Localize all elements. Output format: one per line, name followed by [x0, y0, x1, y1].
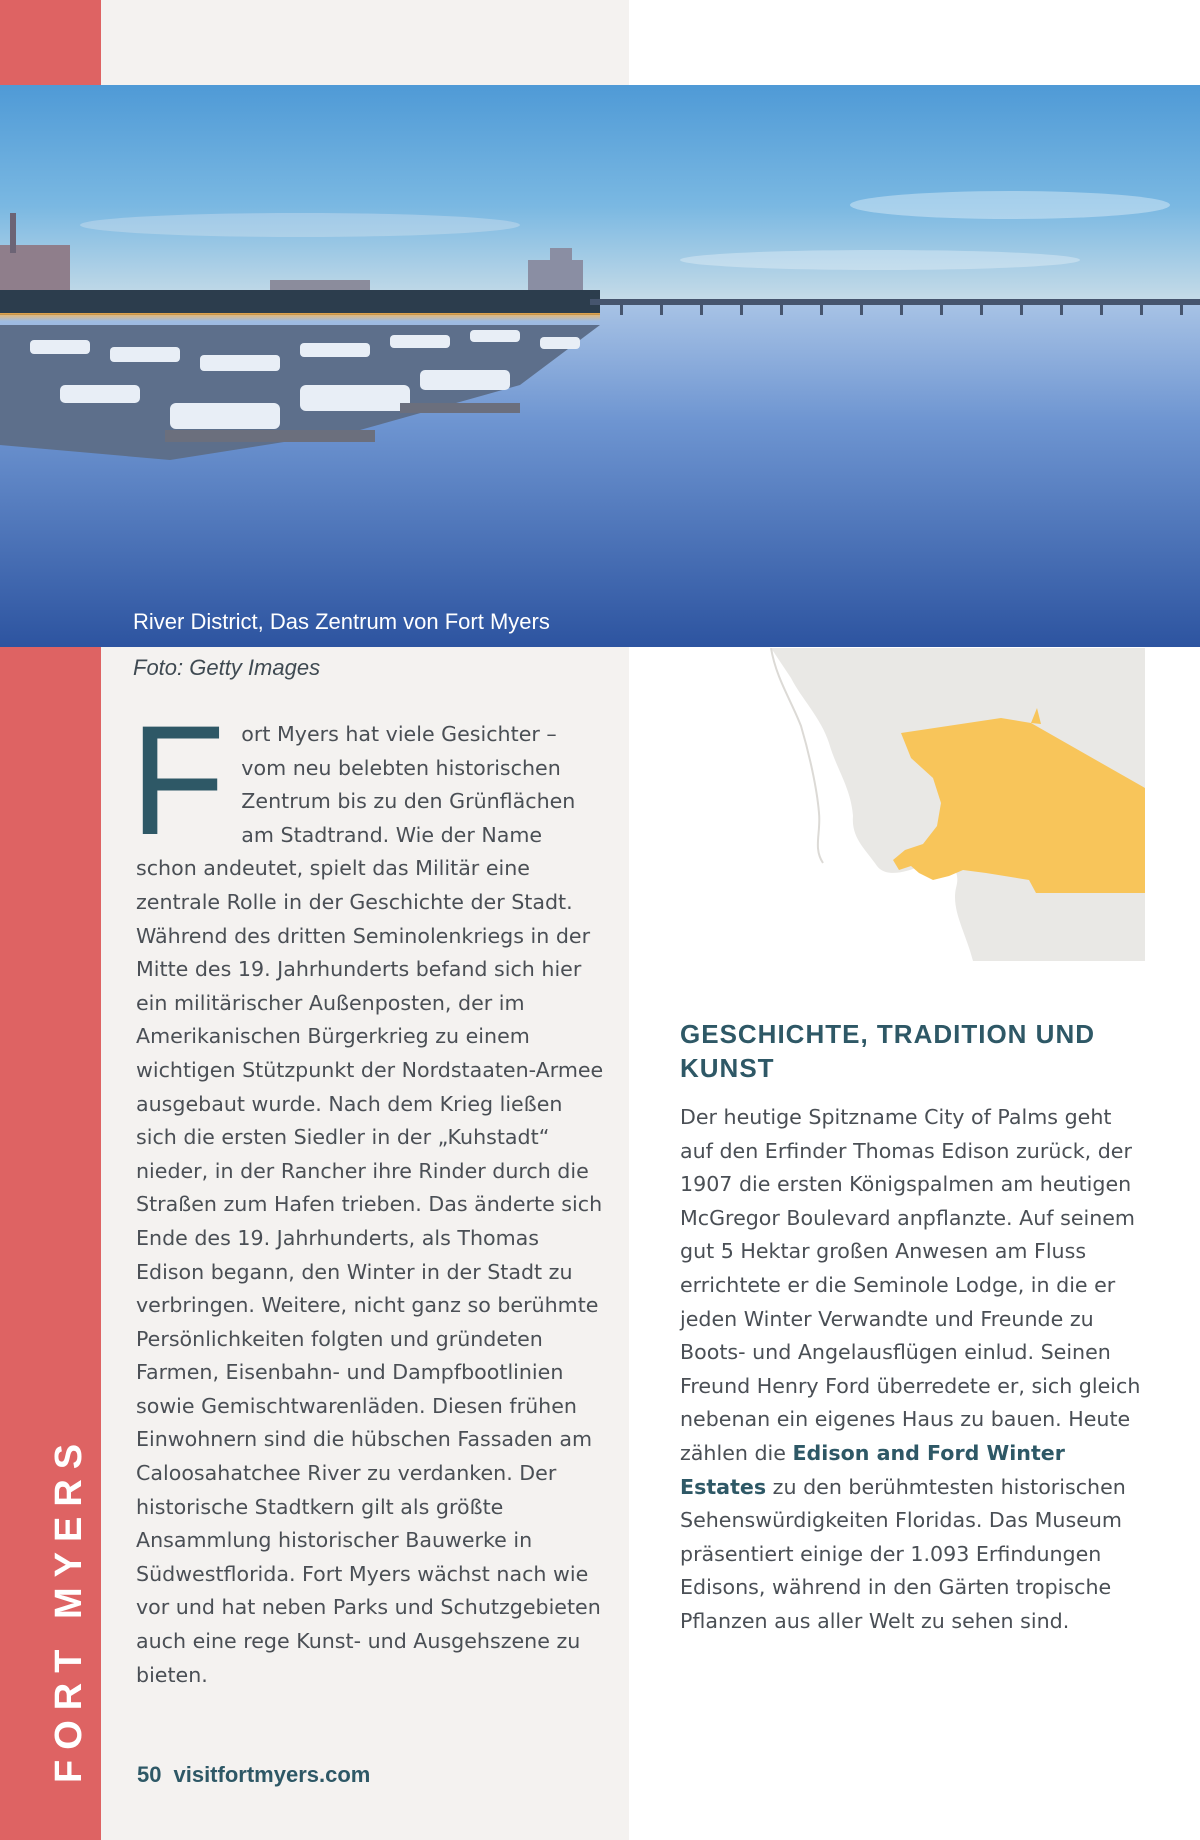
sidebar-title: FORT MYERS [48, 1433, 90, 1783]
article-intro [130, 694, 606, 1692]
edison-ford-estates-highlight: Edison and Ford Winter Estates [680, 1440, 1065, 1499]
website-link[interactable]: visitfortmyers.com [173, 1762, 371, 1787]
photo-caption: River District, Das Zentrum von Fort Myers [133, 609, 550, 634]
page-number: 50 [137, 1762, 162, 1787]
photo-credit: Foto: Getty Images [133, 655, 321, 680]
article-intro-text: ort Myers hat viele Gesichter – vom neu belebten historischen Zentrum bis zu den Grünflächen am Stadtrand. Wie der Name schon andeutet, spielt das Militär eine zentrale Rolle in der Geschichte der Stadt. Während des dritten Seminolenkriegs in der Mitte des 19. Jahrhunderts befand sich hier ein militärischer Außenposten, der im Amerikanischen Bürgerkrieg zu einem wichtigen Stützpunkt der Nordstaaten-Armee ausgebaut wurde. Nach dem Krieg ließen sich die ersten Siedler in der „Kuhstadt“ nieder, in der Rancher ihre Rinder durch die Straßen zum Hafen trieben. Das änderte sich Ende des 19. Jahrhunderts, als Thomas Edison begann, den Winter in der Stadt zu verbringen. Weitere, nicht ganz so berühmte Persönlichkeiten folgten und gründeten Farmen, Eisenbahn- und Dampfbootlinien sowie Gemischtwarenläden. Diesen frühen Einwohnern sind die hübschen Fassaden am Caloosahatchee River zu verdanken. Der historische Stadtkern gilt als größte Ansammlung historischer Bauwerke in Südwestflorida. Fort Myers wächst nach wie vor und hat neben Parks und Schutzgebieten auch eine rege Kunst- und Ausgehszene zu bieten. [136, 722, 604, 1687]
section-heading: GESCHICHTE, TRADITION UND KUNST [680, 1019, 1095, 1083]
section-text-part1: Der heutige Spitzname City of Palms geht auf den Erfinder Thomas Edison zurück, der 1907 die ersten Königspalmen am heutigen McGregor Boulevard anpflanzte. Auf seinem gut 5 Hektar großen Anwesen am Fluss errichtete er die Seminole Lodge, in die er jeden Winter Verwandte und Freunde zu Boots- und Angelausflügen einlud. Seinen Freund Henry Ford überredete er, sich gleich nebenan ein eigenes Haus zu bauen. Heute zählen die [680, 1105, 1141, 1465]
section-text [680, 1101, 1150, 1639]
drop-cap: F [130, 694, 226, 868]
hero-photo [0, 85, 1200, 647]
section-text-part2: zu den berühmtesten historischen Sehenswürdigkeiten Floridas. Das Museum präsentiert einige der 1.093 Erfindungen Edisons, während in den Gärten tropische Pflanzen aus aller Welt zu sehen sind. [680, 1474, 1126, 1633]
page-footer [137, 1762, 370, 1788]
region-map [701, 648, 1145, 961]
